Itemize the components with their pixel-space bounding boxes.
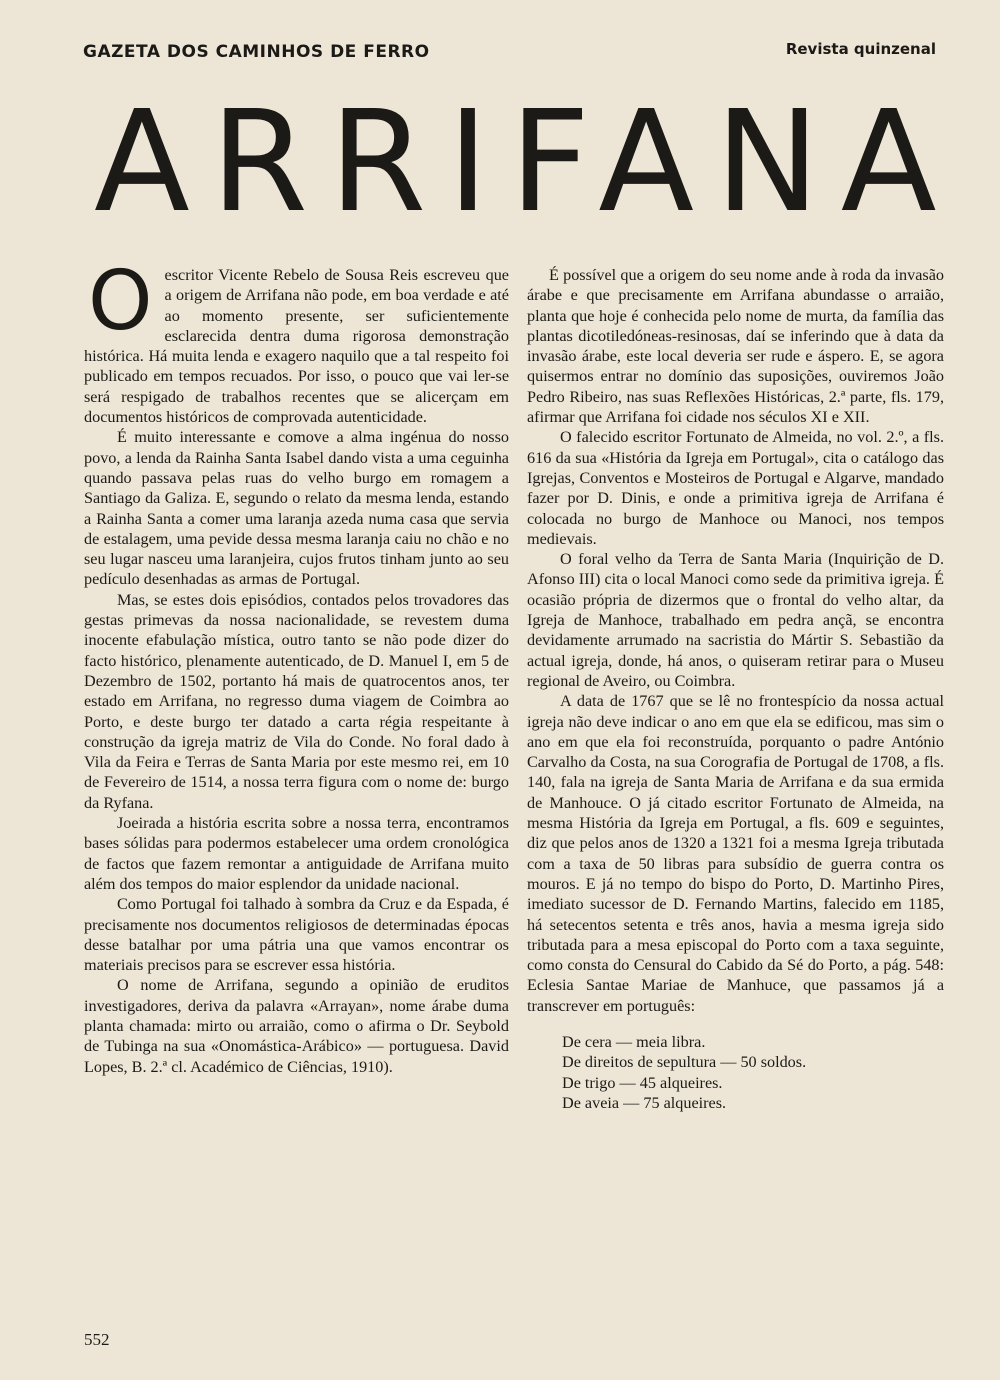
list-item: De direitos de sepultura — 50 soldos. xyxy=(562,1053,807,1072)
article-title: ARRIFANA xyxy=(94,81,958,244)
paragraph: O falecido escritor Fortunato de Almeida, no vol. 2.º, a fls. 616 da sua «História da Igreja em Portugal», cita o catálogo das Igrejas, Conventos e Mosteiros de Portugal e Algarve, mandado fazer por D. Dinis, e onde a primitiva igreja de Arrifana é colocada no burgo de Manhoce ou Manoci, nos tempos medievais. xyxy=(527,428,944,548)
paragraph: O nome de Arrifana, segundo a opinião de eruditos investigadores, deriva da palavra «Arrayan», nome árabe duma planta chamada: mirto ou arraião, como o afirma o Dr. Seybold de Tubinga na sua «Onomástica-Arábico» — portuguesa. David Lopes, B. 2.ª cl. Académico de Ciências, 1910). xyxy=(84,976,509,1076)
list-item: De cera — meia libra. xyxy=(562,1032,706,1051)
list-item: De trigo — 45 alqueires. xyxy=(562,1073,723,1092)
list-item: De aveia — 75 alqueires. xyxy=(562,1094,727,1113)
dues-list xyxy=(527,1032,944,1114)
paragraph: Como Portugal foi talhado à sombra da Cruz e da Espada, é precisamente nos documentos religiosos de determinadas épocas desse batalhar por uma pátria una que vamos encontrar os materiais precisos para se escrever essa história. xyxy=(84,895,509,975)
paragraph: escritor Vicente Rebelo de Sousa Reis escreveu que a origem de Arrifana não pode, em boa verdade e até ao momento presente, ser suficientemente esclarecida dentra duma rigorosa demonstração histórica. Há muita lenda e exagero naquilo que a tal respeito foi publicado em tempos recuados. Por isso, o pouco que vai ler-se será respigado de trabalhos recentes que se alicerçam em documentos históricos de comprovada autenticidade. xyxy=(84,266,509,427)
paragraph: Joeirada a história escrita sobre a nossa terra, encontramos bases sólidas para podermos estabelecer uma ordem cronológica de factos que fazem remontar a antiguidade de Arrifana muito além dos tempos do maior esplendor da unidade nacional. xyxy=(84,814,509,893)
paragraph: Mas, se estes dois episódios, contados pelos trovadores das gestas primevas da nossa nacionalidade, se revestem duma inocente efabulação mística, outro tanto se não pode dizer do facto histórico, plenamente autenticado, de D. Manuel I, em 5 de Dezembro de 1502, portanto há mais de quatrocentos anos, ter estado em Arrifana, no regresso duma viagem de Coimbra ao Porto, e deste burgo ter datado a carta régia respeitante à construção da igreja matriz de Vila do Conde. No foral dado à Vila da Feira e Terras de Santa Maria por este mesmo rei, em 10 de Fevereiro de 1514, a nossa terra figura com o nome de: burgo da Ryfana. xyxy=(84,590,509,812)
journal-subtitle: Revista quinzenal xyxy=(785,40,936,58)
right-column xyxy=(527,265,944,1114)
paragraph: O foral velho da Terra de Santa Maria (Inquirição de D. Afonso III) cita o local Manoci como sede da primitiva igreja. É ocasião própria de dizermos que o frontal do velho altar, da Igreja de Manhoce, trabalhado em pedra ançã, se encontra devidamente arrumado na sacristia do Mártir S. Sebastião da actual igreja, donde, há anos, o quiseram retirar para o Museu regional de Aveiro, ou Coimbra. xyxy=(527,550,944,690)
page-number: 552 xyxy=(84,1330,110,1349)
paragraph: É possível que a origem do seu nome ande à roda da invasão árabe e que precisamente em Arrifana abundasse o arraião, planta que hoje é conhecida pelo nome de murta, da família das plantas dicotiledóneas-resinosas, daí se inferindo que à data da invasão árabe, este local deveria ser rude e áspero. E, se agora quisermos entrar no domínio das suposições, ouviremos João Pedro Ribeiro, nas suas Reflexões Históricas, 2.ª parte, fls. 179, afirmar que Arrifana foi cidade nos séculos XI e XII. xyxy=(527,266,944,427)
drop-cap: O xyxy=(88,254,153,349)
left-column xyxy=(84,254,509,1077)
journal-name: GAZETA DOS CAMINHOS DE FERRO xyxy=(83,42,430,62)
paragraph: É muito interessante e comove a alma ingénua do nosso povo, a lenda da Rainha Santa Isabel dando vista a uma ceguinha quando passava pelas ruas do velho burgo em romagem a Santiago da Galiza. E, segundo o relato da mesma lenda, estando a Rainha Santa a comer uma laranja azeda numa casa que servia de estalagem, uma pevide dessa mesma laranja caiu no chão e no seu lugar nasceu uma laranjeira, cujos frutos tinham junto ao seu pedículo desenhadas as armas de Portugal. xyxy=(84,428,509,589)
paragraph: A data de 1767 que se lê no frontespício da nossa actual igreja não deve indicar o ano em que ela se edificou, mas sim o ano em que ela foi reconstruída, porquanto o padre António Carvalho da Costa, na sua Corografia de Portugal de 1708, a fls. 140, fala na igreja de Santa Maria de Arrifana e da sua ermida de Manhouce. O já citado escritor Fortunato de Almeida, na mesma História da Igreja em Portugal, a fls. 609 e seguintes, diz que pelos anos de 1320 a 1321 foi a mesma Igreja tributada com a taxa de 50 libras para subsídio de guerra contra os mouros. E já no tempo do bispo do Porto, D. Martinho Pires, imediato sucessor de D. Fernando Martins, falecido em 1185, há setecentos setenta e três anos, havia a mesma igreja sido tributada para a mesa episcopal do Porto com a taxa seguinte, como consta do Censural do Cabido da Sé do Porto, a pág. 548: Eclesia Santae Mariae de Manhuce, que passamos já a transcrever em português: xyxy=(527,692,944,1015)
